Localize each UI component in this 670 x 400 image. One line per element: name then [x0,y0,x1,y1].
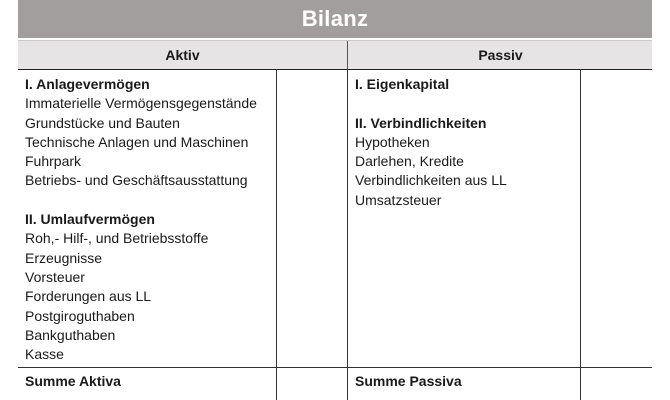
umlaufvermoegen-heading: II. Umlaufvermögen [25,211,155,228]
balance-sheet-title: Bilanz [18,0,652,38]
list-item: Forderungen aus LL [25,288,152,305]
aktiv-column-header: Aktiv [165,47,200,63]
list-item: Vorsteuer [25,268,85,285]
list-item: Postgiroguthaben [25,307,135,324]
summe-aktiva-label: Summe Aktiva [25,373,121,389]
eigenkapital-heading: I. Eigenkapital [355,76,450,92]
list-item: Immaterielle Vermögensgegenstände [25,95,257,112]
verbindlichkeiten-heading: II. Verbindlichkeiten [355,114,487,131]
summe-passiva-label: Summe Passiva [355,373,462,389]
list-item: Technische Anlagen und Maschinen [25,133,249,150]
passiv-column-header: Passiv [478,47,523,63]
list-item: Roh,- Hilf-, und Betriebsstoffe [25,230,209,247]
anlagevermoegen-heading: I. Anlagevermögen [25,76,150,92]
list-item: Bankguthaben [25,326,116,343]
list-item: Kasse [25,346,64,363]
list-item: Umsatzsteuer [355,191,442,208]
aktiv-amount-column-divider [276,69,277,400]
aktiv-items [25,75,275,364]
list-item: Grundstücke und Bauten [25,114,180,131]
list-item: Verbindlichkeiten aus LL [355,172,507,189]
passiv-amount-column-divider [580,69,581,400]
list-item: Erzeugnisse [25,249,103,266]
list-item: Fuhrpark [25,153,82,170]
passiv-items [355,75,577,210]
section-spacer [355,94,577,113]
list-item: Betriebs- und Geschäftsausstattung [25,172,248,189]
total-row-separator [18,367,652,368]
header-divider [347,41,348,69]
column-header-row [18,40,652,70]
center-divider [347,69,348,400]
section-spacer [25,191,275,210]
list-item: Darlehen, Kredite [355,153,464,170]
list-item: Hypotheken [355,133,430,150]
